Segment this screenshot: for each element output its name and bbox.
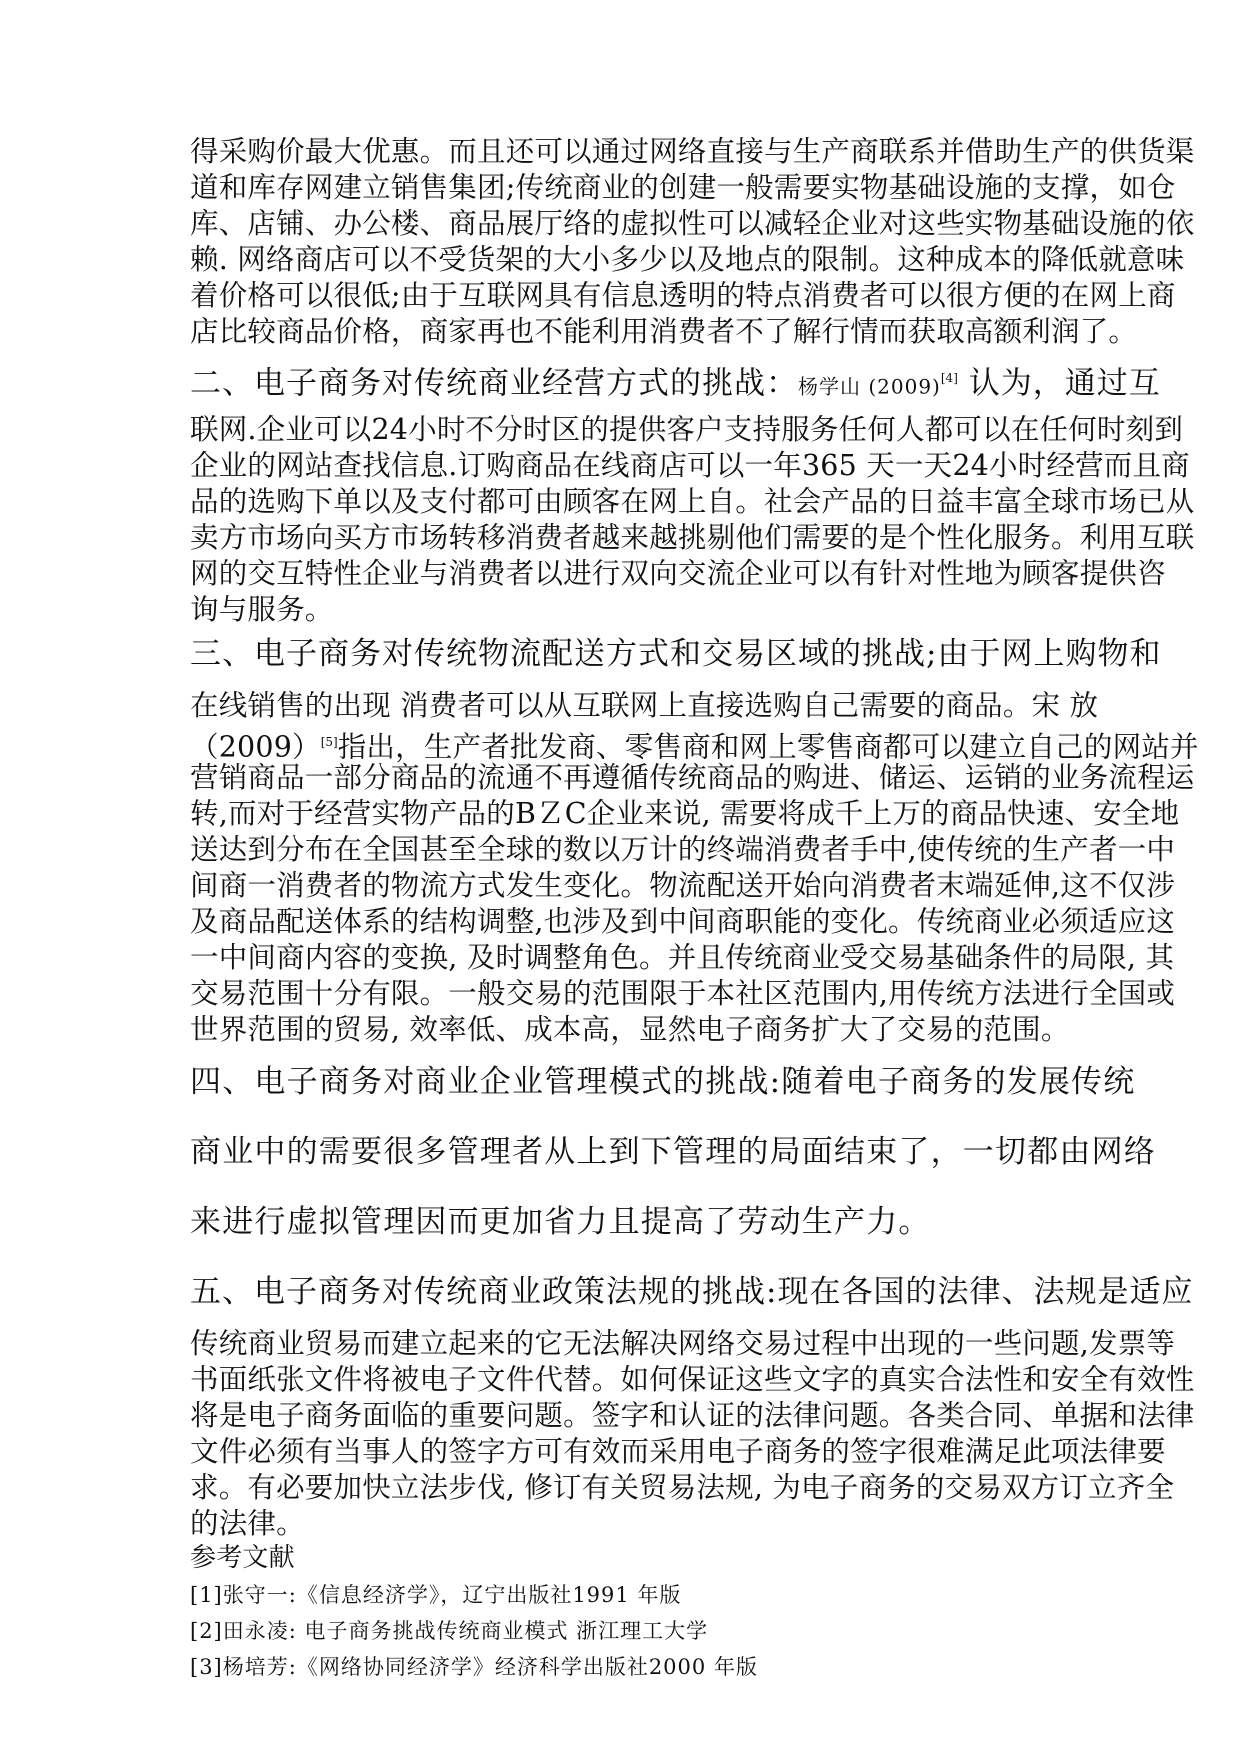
reference-item: [2]田永凌: 电子商务挑战传统商业模式 浙江理工大学 [190, 1619, 709, 1643]
text-line: 将是电子商务面临的重要问题。签字和认证的法律问题。各类合同、单据和法律 [190, 1399, 1195, 1432]
text-line: 在线销售的出现 消费者可以从互联网上直接选购自己需要的商品。宋 放 [190, 689, 1099, 722]
text-line: 着价格可以很低;由于互联网具有信息透明的特点消费者可以很方便的在网上商 [190, 279, 1176, 312]
text-line: 品的选购下单以及支付都可由顾客在网上自。社会产品的日益丰富全球市场已从 [190, 485, 1195, 518]
text-line: 间商一消费者的物流方式发生变化。物流配送开始向消费者末端延伸,这不仅涉 [190, 869, 1176, 902]
text-line: 询与服务。 [190, 593, 334, 626]
heading-title: 二、电子商务对传统商业经营方式的挑战： [190, 365, 798, 402]
text-line: 企业的网站查找信息.订购商品在线商店可以一年365 天一天24小时经营而且商 [190, 449, 1190, 482]
section-heading-5: 五、电子商务对传统商业政策法规的挑战:现在各国的法律、法规是适应 [190, 1274, 1194, 1310]
text-line: 文件必须有当事人的签字方可有效而采用电子商务的签字很难满足此项法律要 [190, 1435, 1166, 1468]
citation-author: 杨学山 (2009) [798, 374, 941, 399]
text-line: 书面纸张文件将被电子文件代替。如何保证这些文字的真实合法性和安全有效性 [190, 1363, 1195, 1396]
citation-year: （2009） [190, 730, 321, 764]
text-line: 得采购价最大优惠。而且还可以通过网络直接与生产商联系并借助生产的供货渠 [190, 135, 1195, 168]
section-heading-3: 三、电子商务对传统物流配送方式和交易区域的挑战;由于网上购物和 [190, 636, 1162, 672]
text-line: 求。有必要加快立法步伐, 修订有关贸易法规, 为电子商务的交易双方订立齐全 [190, 1471, 1175, 1504]
heading-rest: 认为，通过互 [957, 365, 1161, 402]
text-line: 传统商业贸易而建立起来的它无法解决网络交易过程中出现的一些问题,发票等 [190, 1327, 1176, 1360]
text-line: 商业中的需要很多管理者从上到下管理的局面结束了，一切都由网络 [190, 1134, 1156, 1170]
line-rest: 指出，生产者批发商、零售商和网上零售商都可以建立自己的网站并 [337, 730, 1199, 764]
text-line: 营销商品一部分商品的流通不再遵循传统商品的购进、储运、运销的业务流程运 [190, 761, 1195, 794]
citation-marker: [4] [940, 371, 958, 385]
text-line: 送达到分布在全国甚至全球的数以万计的终端消费者手中,使传统的生产者一中 [190, 833, 1176, 866]
text-line: 世界范围的贸易, 效率低、成本高，显然电子商务扩大了交易的范围。 [190, 1013, 1070, 1046]
section-heading-2 [190, 358, 1161, 403]
text-line: 赖. 网络商店可以不受货架的大小多少以及地点的限制。这种成本的降低就意味 [190, 243, 1185, 276]
text-line: 一中间商内容的变换, 及时调整角色。并且传统商业受交易基础条件的局限, 其 [190, 941, 1175, 974]
section-heading-4: 四、电子商务对商业企业管理模式的挑战:随着电子商务的发展传统 [190, 1064, 1136, 1100]
citation-marker: [5] [320, 735, 338, 749]
text-line: 网的交互特性企业与消费者以进行双向交流企业可以有针对性地为顾客提供咨 [190, 557, 1166, 590]
text-line: 来进行虚拟管理因而更加省力且提高了劳动生产力。 [190, 1204, 931, 1240]
text-line: 转,而对于经营实物产品的BＺC企业来说, 需要将成千上万的商品快速、安全地 [190, 797, 1180, 830]
text-line: 及商品配送体系的结构调整,也涉及到中间商职能的变化。传统商业必须适应这 [190, 905, 1176, 938]
reference-item: [3]杨培芳:《网络协同经济学》经济科学出版社2000 年版 [190, 1655, 758, 1679]
text-line: 库、店铺、办公楼、商品展厅络的虚拟性可以减轻企业对这些实物基础设施的依 [190, 207, 1195, 240]
text-line: 道和库存网建立销售集团;传统商业的创建一般需要实物基础设施的支撑，如仓 [190, 171, 1176, 204]
text-line: 联网.企业可以24小时不分时区的提供客户支持服务任何人都可以在任何时刻到 [190, 413, 1184, 446]
text-line: 的法律。 [190, 1507, 305, 1540]
reference-item: [1]张守一:《信息经济学》，辽宁出版社1991 年版 [190, 1583, 682, 1607]
text-line: 交易范围十分有限。一般交易的范围限于本社区范围内,用传统方法进行全国或 [190, 977, 1176, 1010]
text-line: 卖方市场向买方市场转移消费者越来越挑剔他们需要的是个性化服务。利用互联 [190, 521, 1195, 554]
text-line: 店比较商品价格，商家再也不能利用消费者不了解行情而获取高额利润了。 [190, 315, 1138, 348]
references-heading: 参考文献 [190, 1543, 295, 1573]
